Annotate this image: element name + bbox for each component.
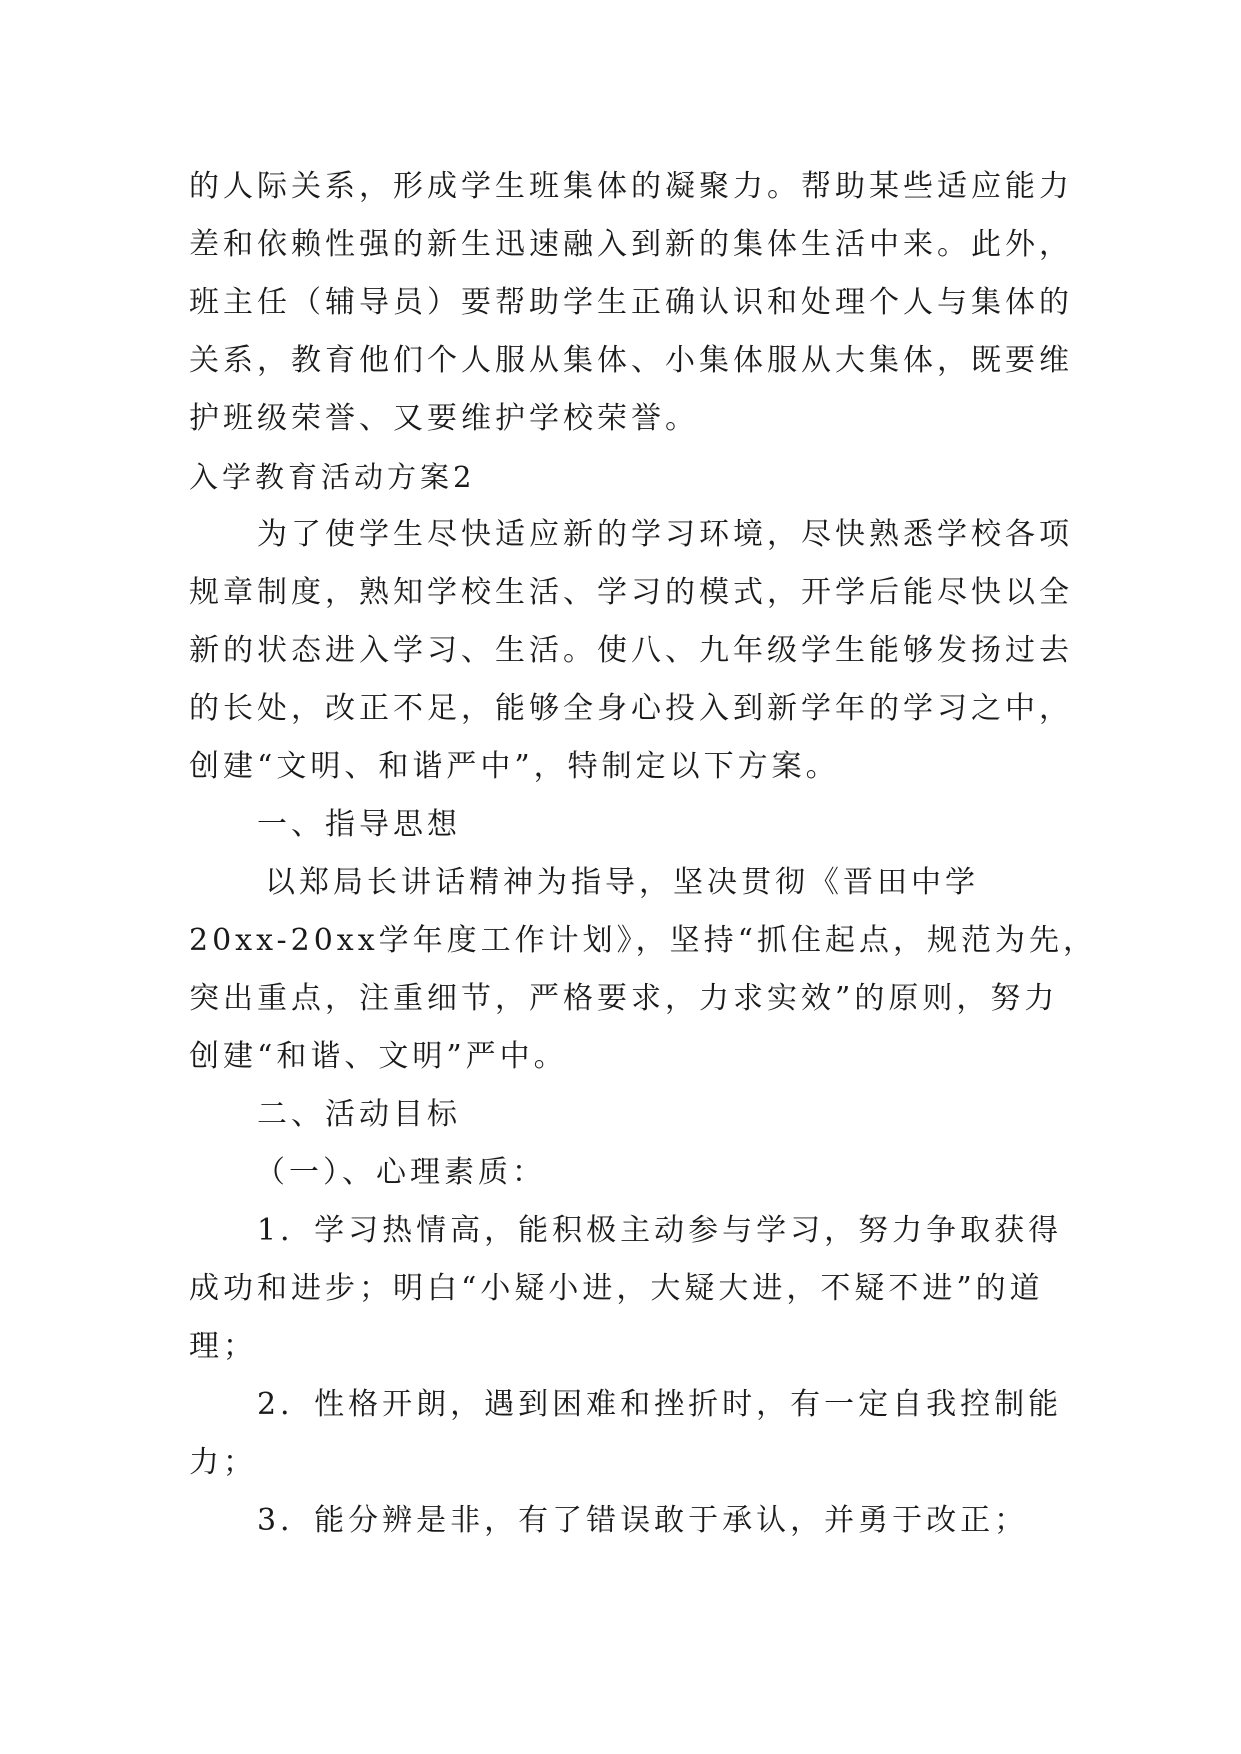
paragraph-line: 突出重点，注重细节，严格要求，力求实效”的原则，努力	[189, 981, 1059, 1016]
paragraph-line: 创建“文明、和谐严中”，特制定以下方案。	[189, 749, 840, 784]
paragraph-line: 差和依赖性强的新生迅速融入到新的集体生活中来。此外，	[189, 227, 1073, 262]
list-item: 3．能分辨是非，有了错误敢于承认，并勇于改正；	[257, 1503, 1029, 1538]
paragraph-line: 理；	[189, 1329, 257, 1364]
paragraph-line: 20xx-20xx学年度工作计划》，坚持“抓住起点，规范为先，	[189, 923, 1097, 958]
paragraph-line: 为了使学生尽快适应新的学习环境，尽快熟悉学校各项	[257, 517, 1073, 552]
document-body	[189, 158, 1097, 1550]
paragraph-line: 规章制度，熟知学校生活、学习的模式，开学后能尽快以全	[189, 575, 1073, 610]
section-title: 入学教育活动方案2	[189, 460, 476, 494]
paragraph-line: 的长处，改正不足，能够全身心投入到新学年的学习之中，	[189, 691, 1073, 726]
paragraph-line: 关系，教育他们个人服从集体、小集体服从大集体，既要维	[189, 343, 1073, 378]
paragraph-line: 创建“和谐、文明”严中。	[189, 1039, 568, 1074]
paragraph-line: 班主任（辅导员）要帮助学生正确认识和处理个人与集体的	[189, 285, 1073, 320]
list-item: 2．性格开朗，遇到困难和挫折时，有一定自我控制能	[257, 1387, 1063, 1422]
subheading-psychological-quality: （一）、心理素质：	[255, 1155, 546, 1190]
paragraph-line: 的人际关系，形成学生班集体的凝聚力。帮助某些适应能力	[189, 169, 1073, 204]
list-item: 1．学习热情高，能积极主动参与学习，努力争取获得	[257, 1213, 1063, 1248]
paragraph-line: 力；	[189, 1445, 257, 1480]
paragraph-line: 成功和进步；明白“小疑小进，大疑大进，不疑不进”的道	[189, 1271, 1044, 1306]
heading-guiding-ideology: 一、指导思想	[257, 807, 461, 842]
heading-activity-goals: 二、活动目标	[257, 1097, 461, 1132]
paragraph-line: 护班级荣誉、又要维护学校荣誉。	[189, 401, 699, 436]
paragraph-line: 新的状态进入学习、生活。使八、九年级学生能够发扬过去	[189, 633, 1073, 668]
paragraph-line: 以郑局长讲话精神为指导，坚决贯彻《晋田中学	[265, 865, 979, 900]
